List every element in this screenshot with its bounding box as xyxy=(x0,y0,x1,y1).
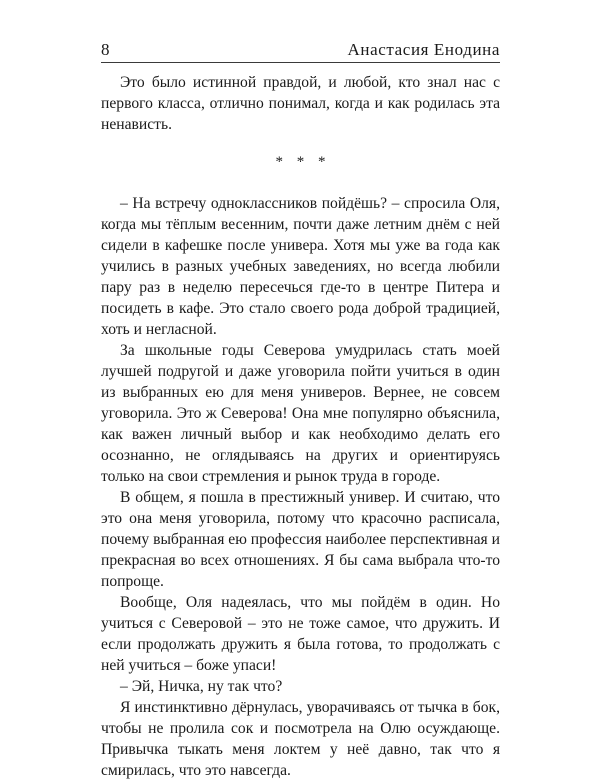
paragraph: За школьные годы Северова умудрилась стать моей лучшей подругой и даже уговорила пойти учиться в один из выбранных ею для меня универов. Вернее, не совсем уговорила. Это ж Северова! Она мне популярно объяснила, как важен личный выбор и как необходимо делать его осознанно, не оглядываясь на других и ориентируясь только на свои стремления и рынок труда в городе. xyxy=(101,342,500,485)
paragraph: – На встречу одноклассников пойдёшь? – спросила Оля, когда мы тёплым весенним, почти даже летним днём с ней сидели в кафешке после универа. Хотя мы уже ва года как учились в разных учебных заведениях, но всегда любили пару раз в неделю пересечься где-то в центре Питера и посидеть в кафе. Это стало своего рода доброй традицией, хоть и негласной. xyxy=(101,195,500,338)
paragraph: – Эй, Ничка, ну так что? xyxy=(120,678,283,695)
running-title: Анастасия Енодина xyxy=(347,40,500,59)
paragraph: Я инстинктивно дёрнулась, уворачиваясь от тычка в бок, чтобы не пролила сок и посмотрела на Олю осуждающе. Привычка тыкать меня локтем у неё давно, так что я смирилась, что это навсегда. xyxy=(101,699,500,779)
paragraph: Это было истинной правдой, и любой, кто знал нас с первого класса, отлично понимал, когда и как родилась эта ненависть. xyxy=(101,74,500,133)
page-header xyxy=(101,38,500,63)
page-body xyxy=(101,72,500,781)
page-number: 8 xyxy=(101,40,110,59)
paragraph: В общем, я пошла в престижный универ. И считаю, что это она меня уговорила, потому что красочно расписала, почему выбранная ею профессия наиболее перспективная и прекрасная во всех отношениях. Я бы сама выбрала что-то попроще. xyxy=(101,489,500,590)
paragraph: Вообще, Оля надеялась, что мы пойдём в один. Но учиться с Северовой – это не тоже самое, что дружить. И если продолжать дружить я была готова, то продолжать с ней учиться – боже упаси! xyxy=(101,594,500,674)
section-separator: * * * xyxy=(275,154,331,170)
